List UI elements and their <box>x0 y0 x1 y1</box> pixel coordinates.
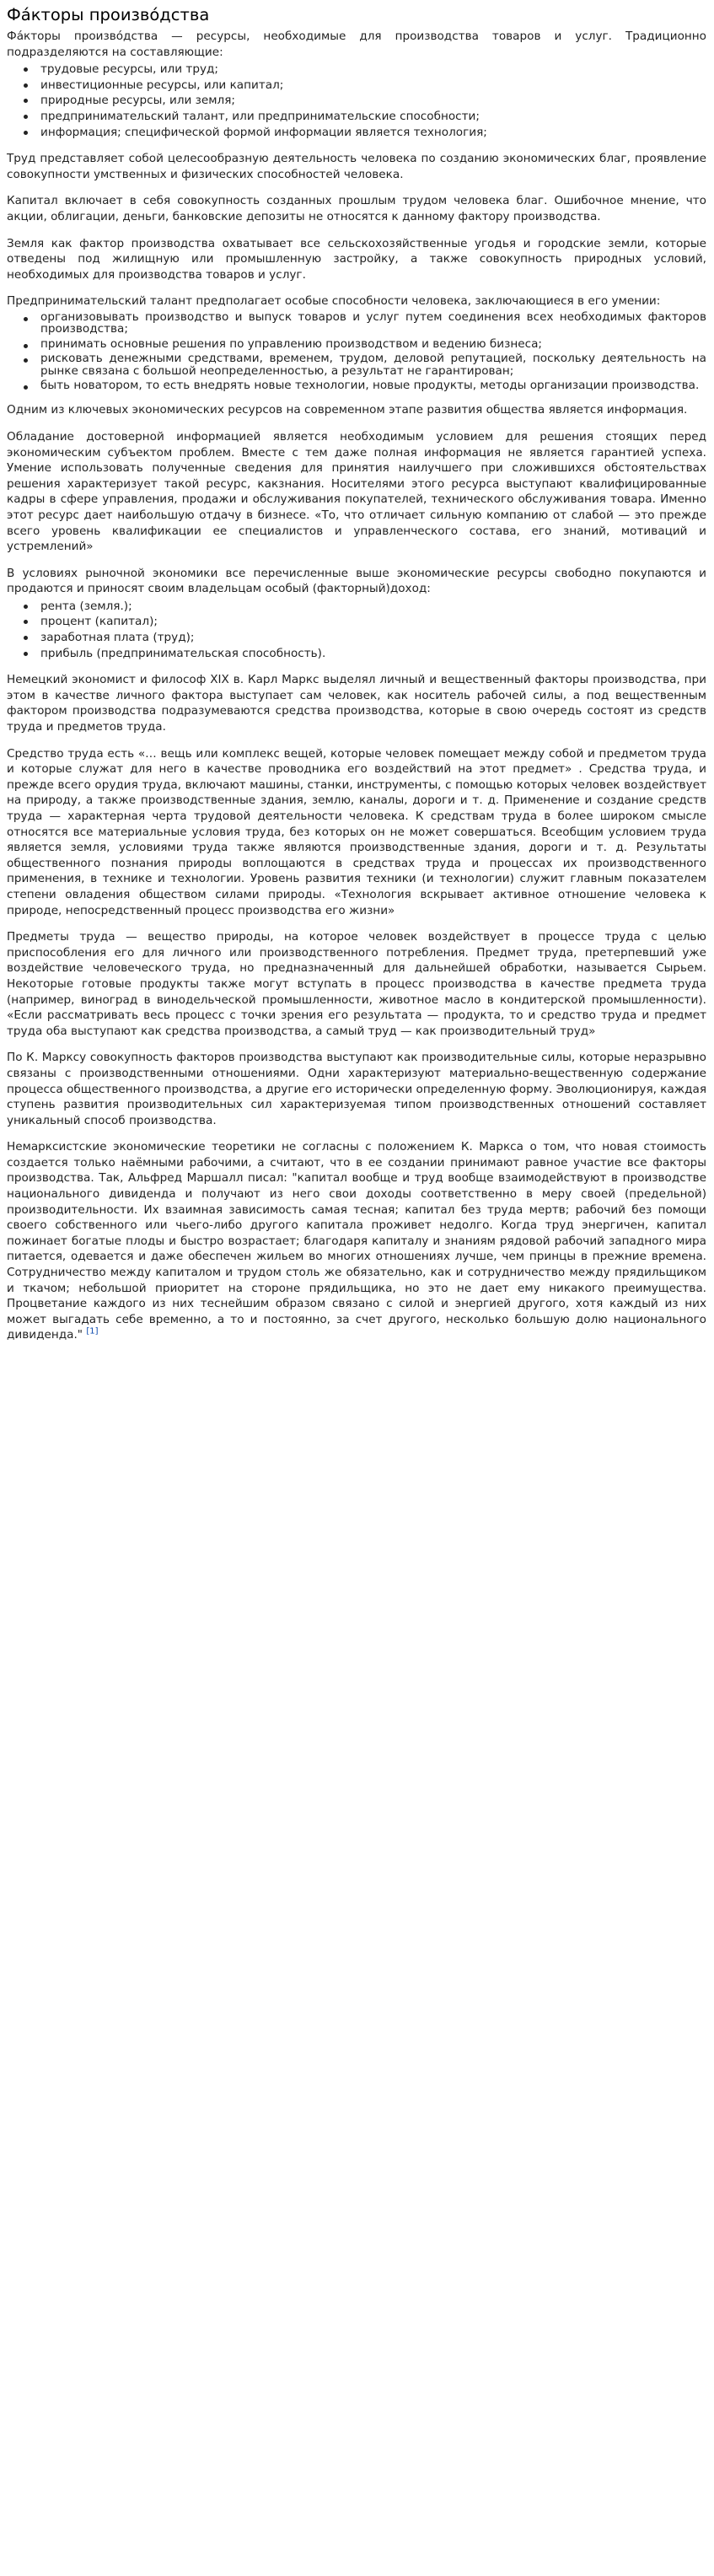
entrepreneur-skills-list <box>7 311 706 391</box>
information-paragraph: Одним из ключевых экономических ресурсов на современном этапе развития общества является информация. <box>7 403 688 417</box>
page-title: Фа́кторы произво́дства <box>7 5 210 24</box>
list-item: информация; специфической формой информации является технология; <box>40 125 706 141</box>
objects-of-labor-paragraph: Предметы труда — вещество природы, на которое человек воздействует в процессе труда с целью приспособления его для личного или производственного потребления. Предмет труда, претерпевший уже воздействие человеческого труда, но предназначенный для дальнейшей обработки, называется Сырьем. Некоторые готовые продукты также могут вступать в процесс производства в качестве предмета труда (например, виноград в винодельческой промышленности, животное масло в кондитерской промышленности). «Если рассматривать весь процесс с точки зрения его результата — продукта, то и средство труда и предмет труда оба выступают как средства производства, а самый труд — как производительный труд» <box>7 930 706 1038</box>
footnote-link[interactable]: [1] <box>86 1326 99 1336</box>
list-item: организовывать производство и выпуск товаров и услуг путем соединения всех необходимых факторов производства; <box>40 309 706 336</box>
means-of-labor-paragraph: Средство труда есть «… вещь или комплекс вещей, которые человек помещает между собой и предметом труда и которые служат для него в качестве проводника его воздействий на этот предмет» . Средства труда, и прежде всего орудия труда, включают машины, станки, инструменты, с помощью которых человек воздействует на природу, а также производственные здания, землю, каналы, дороги и т. д. Применение и создание средств труда — характерная черта трудовой деятельности человека. К средствам труда в более широком смысле относятся все материальные условия труда, без которых он не может совершаться. Всеобщим условием труда является земля, условиями труда также являются производственные здания, дороги и т. д. Результаты общественного познания природы воплощаются в средствах труда и процессах их производственного применения, в технике и технологии. Уровень развития техники (и технологии) служит главным показателем степени овладения обществом силами природы. «Технология вскрывает активное отношение человека к природе, непосредственный процесс производства его жизни» <box>7 746 706 917</box>
list-item: природные ресурсы, или земля; <box>40 93 706 109</box>
list-item: быть новатором, то есть внедрять новые технологии, новые продукты, методы организации производства. <box>40 379 706 391</box>
productive-forces-paragraph: По К. Марксу совокупность факторов производства выступают как производительные силы, которые неразрывно связаны с производственными отношениями. Одни характеризуют материально-вещественную содержание процесса общественного производства, а другие его исторически определенную форму. Эволюционируя, каждая ступень развития производительных сил характеризуемая типом производственных отношений составляет уникальный способ производства. <box>7 1051 706 1127</box>
entrepreneur-paragraph: Предпринимательский талант предполагает особые способности человека, заключающиеся в его умении: <box>7 294 661 309</box>
intro-paragraph: Фа́кторы произво́дства — ресурсы, необходимые для производства товаров и услуг. Традиционно подразделяются на составляющие: <box>7 30 706 59</box>
incomes-list <box>7 599 706 661</box>
labor-paragraph: Труд представляет собой целесообразную деятельность человека по созданию экономических благ, проявление совокупности умственных и физических способностей человека. <box>7 152 706 181</box>
list-item: принимать основные решения по управлению производством и ведению бизнеса; <box>40 338 706 350</box>
list-item: процент (капитал); <box>40 614 706 630</box>
non-marxist-text: Немарксистские экономические теоретики не согласны с положением К. Маркса о том, что новая стоимость создается только наёмными рабочими, а считают, что в ее создании принимают равное участие все факторы производства. Так, Альфред Маршалл писал: "капитал вообще и труд вообще взаимодействуют в производстве национального дивиденда и получают из него свои доходы соответственно в меру своей (предельной) производительности. Их взаимная зависимость самая тесная; капитал без труда мертв; рабочий без помощи своего собственного или чьего-либо другого капитала проживет недолго. Когда труд энергичен, капитал пожинает богатые плоды и быстро возрастает; благодаря капиталу и знаниям рядовой рабочий западного мира питается, одевается и даже обеспечен жильем во многих отношениях лучше, чем принцы в прежние времена. Сотрудничество между капиталом и трудом столь же обязательно, как и сотрудничество между прядильщиком и ткачом; небольшой приоритет на стороне прядильщика, но это не дает ему никакого преимущества. Процветание каждого из них теснейшим образом связано с силой и энергией другого, хотя каждый из них может выгадать себе временно, а то и постоянно, за счет другого, несколько большую долю национального дивиденда." <box>7 1140 706 1342</box>
list-item: заработная плата (труд); <box>40 630 706 646</box>
list-item: предпринимательский талант, или предпринимательские способности; <box>40 109 706 125</box>
information-detail-paragraph: Обладание достоверной информацией является необходимым условием для решения стоящих перед экономическим субъектом проблем. Вместе с тем даже полная информация не является гарантией успеха. Умение использовать полученные сведения для принятия наилучшего при сложившихся обстоятельствах решения характеризует такой ресурс, какзнания. Носителями этого ресурса выступают квалифицированные кадры в сфере управления, продажи и обслуживания покупателей, технического обслуживания товара. Именно этот ресурс дает наибольшую отдачу в бизнесе. «То, что отличает сильную компанию от слабой — это прежде всего уровень квалификации ее специалистов и управленческого состава, его знаний, мотиваций и устремлений» <box>7 429 706 554</box>
marx-paragraph: Немецкий экономист и философ XIX в. Карл Маркс выделял личный и вещественный факторы производства, при этом в качестве личного фактора выступает сам человек, как носитель рабочей силы, а под вещественным фактором производства подразумеваются средства производства, которые в свою очередь состоят из средств труда и предметов труда. <box>7 673 706 734</box>
land-paragraph: Земля как фактор производства охватывает все сельскохозяйственные угодья и городские земли, которые отведены под жилищную или промышленную застройку, а также совокупность природных условий, необходимых для производства товаров и услуг. <box>7 236 706 282</box>
components-list <box>7 62 706 140</box>
list-item: рисковать денежными средствами, временем, трудом, деловой репутацией, поскольку деятельность на рынке связана с большой неопределенностью, а результат не гарантирован; <box>40 352 706 378</box>
capital-paragraph: Капитал включает в себя совокупность созданных прошлым трудом человека благ. Ошибочное мнение, что акции, облигации, деньги, банковские депозиты не относятся к данному фактору производства. <box>7 194 706 223</box>
list-item: трудовые ресурсы, или труд; <box>40 62 706 78</box>
list-item: прибыль (предпринимательская способность). <box>40 646 706 662</box>
list-item: рента (земля.); <box>40 599 706 615</box>
market-paragraph: В условиях рыночной экономики все перечисленные выше экономические ресурсы свободно покупаются и продаются и приносят своим владельцам особый (факторный)доход: <box>7 566 706 596</box>
list-item: инвестиционные ресурсы, или капитал; <box>40 78 706 94</box>
non-marxist-paragraph <box>7 1139 706 1343</box>
